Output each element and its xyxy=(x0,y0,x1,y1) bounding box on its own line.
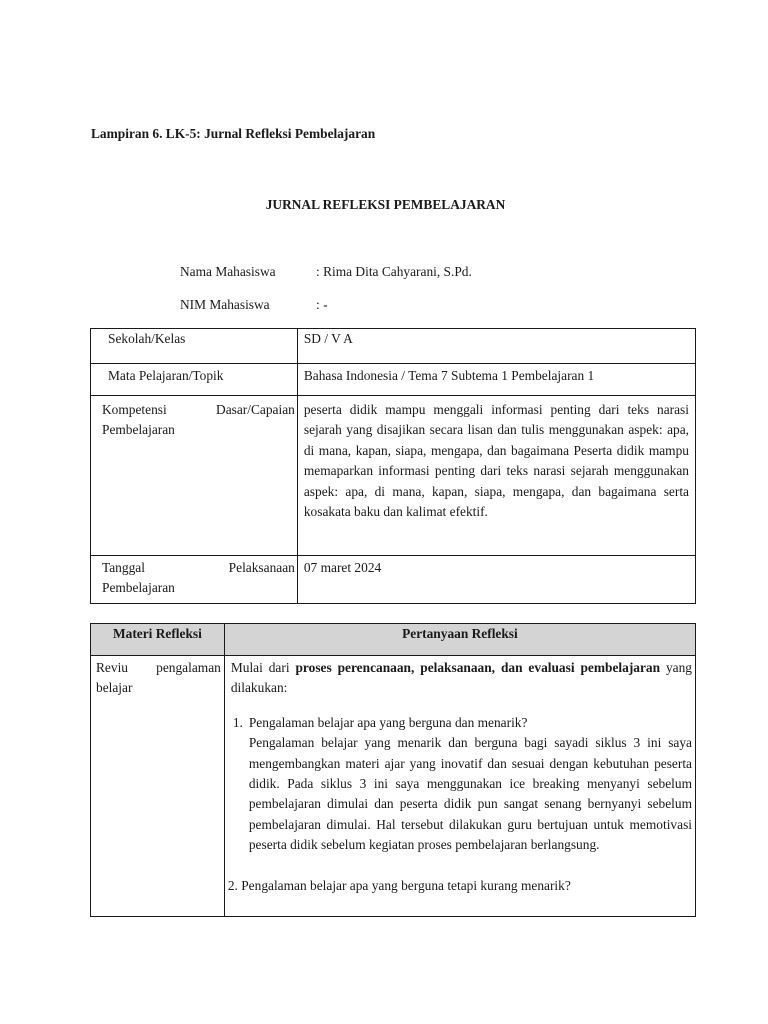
question-number: 1. xyxy=(232,714,243,730)
table-row xyxy=(91,329,696,364)
table-row xyxy=(91,364,696,396)
column-header-pertanyaan: Pertanyaan Refleksi xyxy=(224,624,695,656)
reflection-questions xyxy=(224,656,695,917)
table-row xyxy=(91,556,696,604)
date-label-part3: Pembelajaran xyxy=(102,580,175,596)
question-2: 2. Pengalaman belajar apa yang berguna tetapi kurang menarik? xyxy=(227,877,571,893)
school-class-value: SD / V A xyxy=(297,329,695,364)
intro-text-bold: proses perencanaan, pelaksanaan, dan evaluasi pembelajaran xyxy=(295,660,661,675)
list-item xyxy=(231,713,692,856)
date-label xyxy=(91,556,298,604)
page-title: JURNAL REFLEKSI PEMBELAJARAN xyxy=(265,197,506,212)
student-name-label: Nama Mahasiswa xyxy=(180,264,276,279)
intro-text-start: Mulai dari xyxy=(230,660,296,675)
date-value: 07 maret 2024 xyxy=(297,556,695,604)
reflection-material: Reviu pengalaman belajar xyxy=(91,656,225,917)
answer-1: Pengalaman belajar yang menarik dan berguna bagi sayadi siklus 3 ini saya mengembangkan materi ajar yang inovatif dan sesuai dengan kebutuhan peserta didik. Pada siklus 3 ini saya menggunakan ice breaking menyanyi sebelum pembelajaran dimulai dan peserta didik pun sangat senang bernyanyi sebelum pembelajaran dimulai. Hal tersebut dilakukan guru bertujuan untuk memotivasi peserta didik sebelum kegiatan proses pembelajaran berlangsung. xyxy=(248,735,692,853)
question-list xyxy=(231,713,692,856)
competency-value: peserta didik mampu menggali informasi penting dari teks narasi sejarah yang disajikan secara lisan dan tulis menggunakan aspek: apa, di mana, kapan, siapa, mengapa, dan bagaimana Peserta didik mampu memaparkan informasi penting dari teks narasi sejarah menggunakan aspek: apa, di mana, kapan, siapa, mengapa, dan bagaimana serta kosakata baku dan kalimat efektif. xyxy=(297,396,695,556)
competency-label xyxy=(91,396,298,556)
subject-topic-label: Mata Pelajaran/Topik xyxy=(91,364,298,396)
competency-label-part1: Kompetensi xyxy=(102,402,167,417)
subject-topic-value: Bahasa Indonesia / Tema 7 Subtema 1 Pembelajaran 1 xyxy=(297,364,695,396)
question-1: Pengalaman belajar apa yang berguna dan menarik? xyxy=(248,714,528,730)
student-name-value: : Rima Dita Cahyarani, S.Pd. xyxy=(316,264,472,279)
table-header-row xyxy=(91,624,696,656)
reflection-intro xyxy=(231,658,692,699)
student-id-value: : - xyxy=(316,297,328,312)
school-class-label: Sekolah/Kelas xyxy=(91,329,298,364)
student-id-label: NIM Mahasiswa xyxy=(180,297,270,312)
competency-label-part3: Pembelajaran xyxy=(102,422,175,438)
date-label-part2: Pelaksanaan xyxy=(228,560,295,575)
table-row xyxy=(91,396,696,556)
date-label-part1: Tanggal xyxy=(102,560,145,575)
appendix-heading: Lampiran 6. LK-5: Jurnal Refleksi Pembelajaran xyxy=(91,126,376,141)
reflection-table xyxy=(90,623,696,917)
table-row xyxy=(91,656,696,917)
column-header-materi: Materi Refleksi xyxy=(91,624,225,656)
identity-table xyxy=(90,328,696,604)
competency-label-part2: Dasar/Capaian xyxy=(216,402,295,417)
intro-text-end: yang dilakukan: xyxy=(230,660,692,696)
